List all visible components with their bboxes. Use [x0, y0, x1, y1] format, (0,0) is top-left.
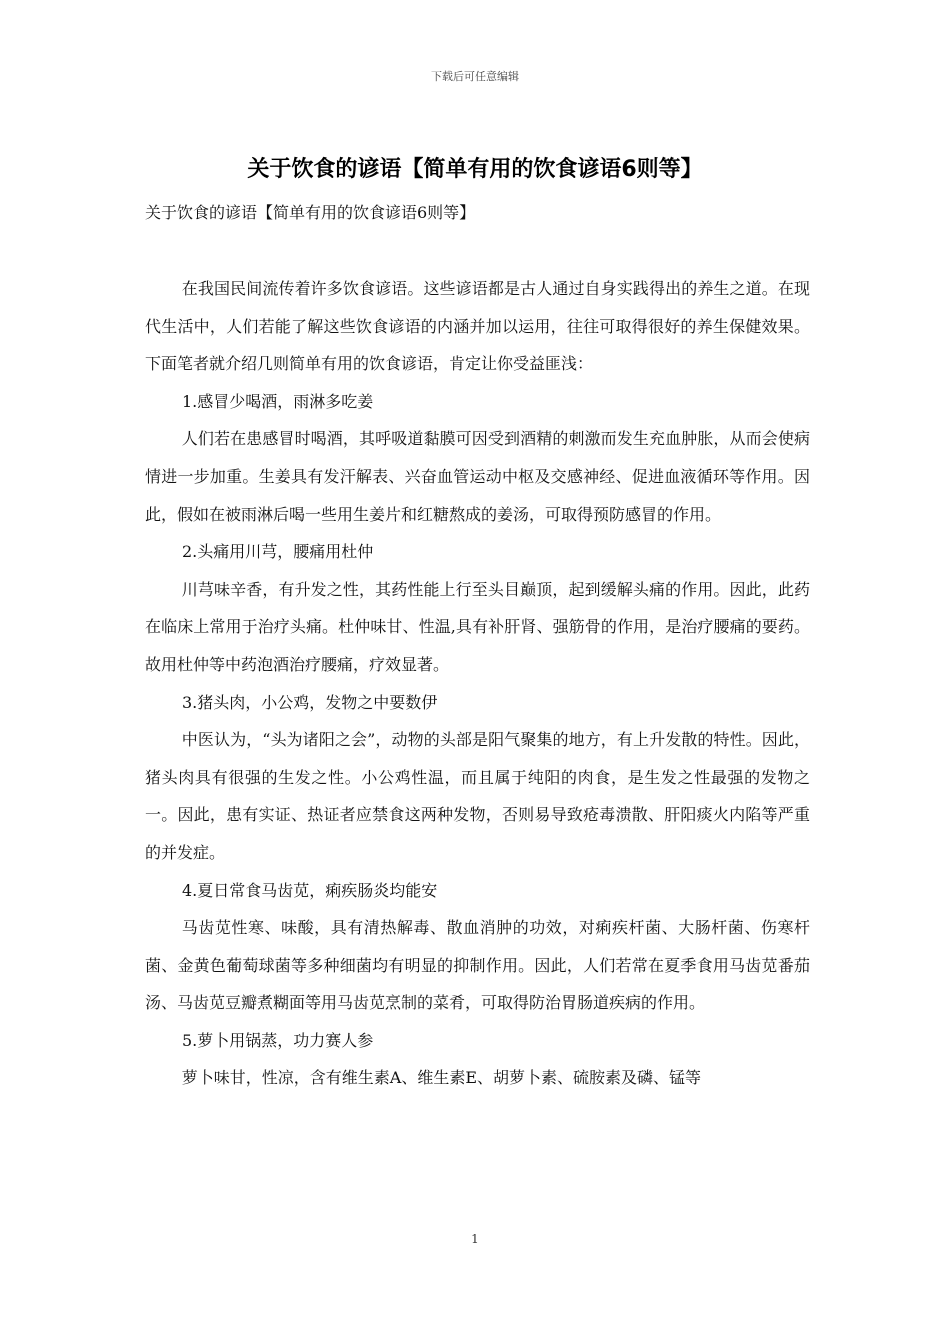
- section-body-5: 萝卜味甘，性凉，含有维生素A、维生素E、胡萝卜素、硫胺素及磷、锰等: [181, 1068, 702, 1088]
- page-number: 1: [471, 1232, 479, 1246]
- section-body-2: 川芎味辛香，有升发之性，其药性能上行至头目巅顶，起到缓解头痛的作用。因此，此药在临床上常用于治疗头痛。杜仲味甘、性温,具有补肝肾、强筋骨的作用，是治疗腰痛的要药。故用杜仲等中药泡酒治疗腰痛，疗效显著。: [145, 579, 810, 674]
- section-heading-5: 5.萝卜用锅蒸，功力赛人参: [182, 1030, 374, 1050]
- section-heading-2: 2.头痛用川芎，腰痛用杜仲: [182, 542, 374, 562]
- section-body-4: 马齿苋性寒、味酸，具有清热解毒、散血消肿的功效，对痢疾杆菌、大肠杆菌、伤寒杆菌、金黄色葡萄球菌等多种细菌均有明显的抑制作用。因此，人们若常在夏季食用马齿苋番茄汤、马齿苋豆瓣煮糊面等用马齿苋烹制的菜肴，可取得防治胃肠道疾病的作用。: [145, 918, 810, 1013]
- section-body-1: 人们若在患感冒时喝酒，其呼吸道黏膜可因受到酒精的刺激而发生充血肿胀，从而会使病情进一步加重。生姜具有发汗解表、兴奋血管运动中枢及交感神经、促进血液循环等作用。因此，假如在被雨淋后喝一些用生姜片和红糖熬成的姜汤，可取得预防感冒的作用。: [145, 429, 810, 524]
- document-title: 关于饮食的谚语【简单有用的饮食谚语6则等】: [247, 157, 703, 182]
- section-heading-1: 1.感冒少喝酒，雨淋多吃姜: [182, 391, 374, 411]
- document-subtitle: 关于饮食的谚语【简单有用的饮食谚语6则等】: [145, 203, 476, 222]
- section-heading-3: 3.猪头肉，小公鸡，发物之中要数伊: [182, 692, 438, 712]
- page-header: 下载后可任意编辑: [431, 70, 519, 83]
- intro-paragraph: 在我国民间流传着许多饮食谚语。这些谚语都是古人通过自身实践得出的养生之道。在现代生活中，人们若能了解这些饮食谚语的内涵并加以运用，往往可取得很好的养生保健效果。下面笔者就介绍几则简单有用的饮食谚语，肯定让你受益匪浅：: [145, 279, 810, 374]
- document-body: [145, 270, 810, 1097]
- section-heading-4: 4.夏日常食马齿苋，痢疾肠炎均能安: [182, 880, 438, 900]
- section-body-3: 中医认为，“头为诸阳之会”，动物的头部是阳气聚集的地方，有上升发散的特性。因此，猪头肉具有很强的生发之性。小公鸡性温，而且属于纯阳的肉食，是生发之性最强的发物之一。因此，患有实证、热证者应禁食这两种发物，否则易导致疮毒溃散、肝阳痰火内陷等严重的并发症。: [145, 730, 810, 862]
